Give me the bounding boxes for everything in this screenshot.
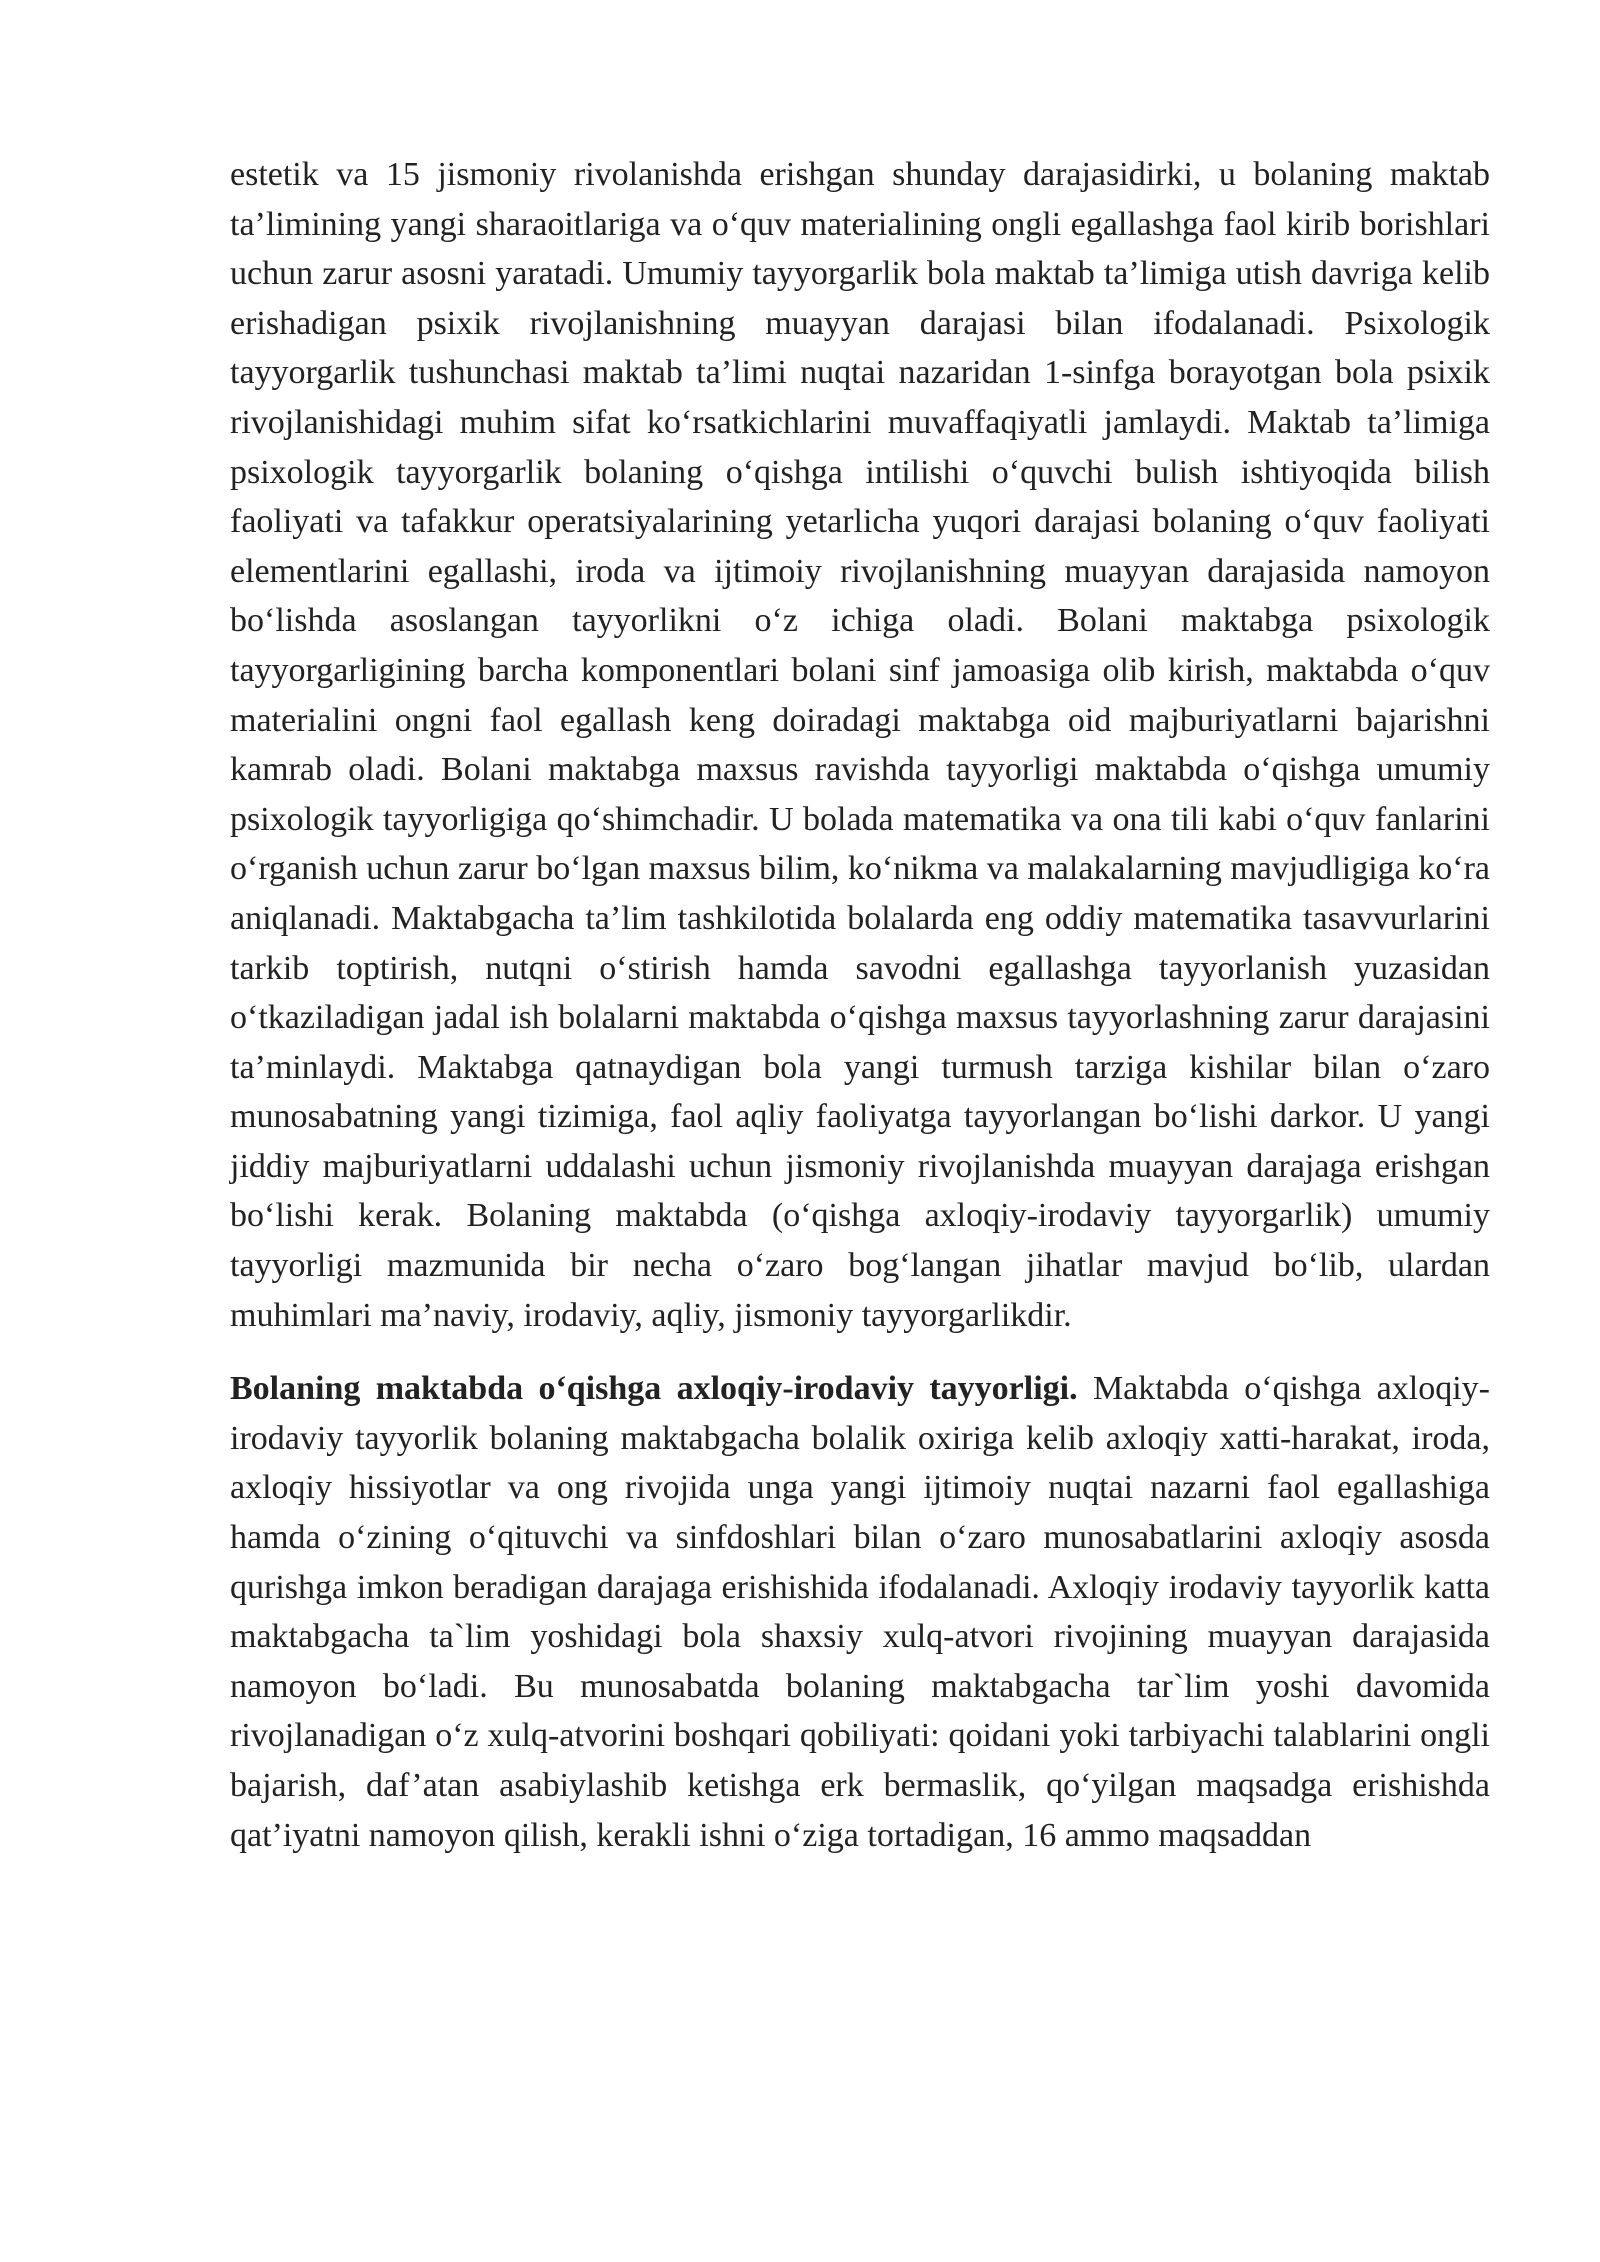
paragraph-text: estetik va 15 jismoniy rivolanishda erishgan shunday darajasidirki, u bolaning maktab ta’limining yangi sharaoitlariga va o‘quv materialining ongli egallashga faol kirib borishlari uchun zarur asosni yaratadi. Umumiy tayyorgarlik bola maktab ta’limiga utish davriga kelib erishadigan psixik rivojlanishning muayyan darajasi bilan ifodalanadi. Psixologik tayyorgarlik tushunchasi maktab ta’limi nuqtai nazaridan 1-sinfga borayotgan bola psixik rivojlanishidagi muhim sifat ko‘rsatkichlarini muvaffaqiyatli jamlaydi. Maktab ta’limiga psixologik tayyorgarlik bolaning o‘qishga intilishi o‘quvchi bulish ishtiyoqida bilish faoliyati va tafakkur operatsiyalarining yetarlicha yuqori darajasi bolaning o‘quv faoliyati elementlarini egallashi, iroda va ijtimoiy rivojlanishning muayyan darajasida namoyon bo‘lishda asoslangan tayyorlikni o‘z ichiga oladi. Bolani maktabga psixologik tayyorgarligining barcha komponentlari bolani sinf jamoasiga olib kirish, maktabda o‘quv materialini ongni faol egallash keng doiradagi maktabga oid majburiyatlarni bajarishni kamrab oladi. Bolani maktabga maxsus ravishda tayyorligi maktabda o‘qishga umumiy psixologik tayyorligiga qo‘shimchadir. U bolada matematika va ona tili kabi o‘quv fanlarini o‘rganish uchun zarur bo‘lgan maxsus bilim, ko‘nikma va malakalarning mavjudligiga ko‘ra aniqlanadi. Maktabgacha ta’lim tashkilotida bolalarda eng oddiy matematika tasavvurlarini tarkib toptirish, nutqni o‘stirish hamda savodni egallashga tayyorlanish yuzasidan o‘tkaziladigan jadal ish bolalarni maktabda o‘qishga maxsus tayyorlashning zarur darajasini ta’minlaydi. Maktabga qatnaydigan bola yangi turmush tarziga kishilar bilan o‘zaro munosabatning yangi tizimiga, faol aqliy faoliyatga tayyorlangan bo‘lishi darkor. U yangi jiddiy majburiyatlarni uddalashi uchun jismoniy rivojlanishda muayyan darajaga erishgan bo‘lishi kerak. Bolaning maktabda (o‘qishga axloqiy-irodaviy tayyorgarlik) umumiy tayyorligi mazmunida bir necha o‘zaro bog‘langan jihatlar mavjud bo‘lib, ulardan muhimlari ma’naviy, irodaviy, aqliy, jismoniy tayyorgarlikdir. — [230, 156, 1490, 1334]
paragraph-text: Maktabda o‘qishga axloqiy-irodaviy tayyorlik bolaning maktabgacha bolalik oxiriga kelib axloqiy xatti-harakat, iroda, axloqiy hissiyotlar va ong rivojida unga yangi ijtimoiy nuqtai nazarni faol egallashiga hamda o‘zining o‘qituvchi va sinfdoshlari bilan o‘zaro munosabatlarini axloqiy asosda qurishga imkon beradigan darajaga erishishida ifodalanadi. Axloqiy irodaviy tayyorlik katta maktabgacha ta`lim yoshidagi bola shaxsiy xulq-atvori rivojining muayyan darajasida namoyon bo‘ladi. Bu munosabatda bolaning maktabgacha tar`lim yoshi davomida rivojlanadigan o‘z xulq-atvorini boshqari qobiliyati: qoidani yoki tarbiyachi talablarini ongli bajarish, daf’atan asabiylashib ketishga erk bermaslik, qo‘yilgan maqsadga erishishda qat’iyatni namoyon qilish, kerakli ishni o‘ziga tortadigan, 16 ammo maqsaddan — [230, 1370, 1490, 1854]
document-page — [230, 150, 1490, 1860]
body-paragraph — [230, 150, 1490, 1340]
section-heading: Bolaning maktabda o‘qishga axloqiy-irodaviy tayyorligi. — [230, 1370, 1078, 1408]
section-paragraph — [230, 1364, 1490, 1860]
